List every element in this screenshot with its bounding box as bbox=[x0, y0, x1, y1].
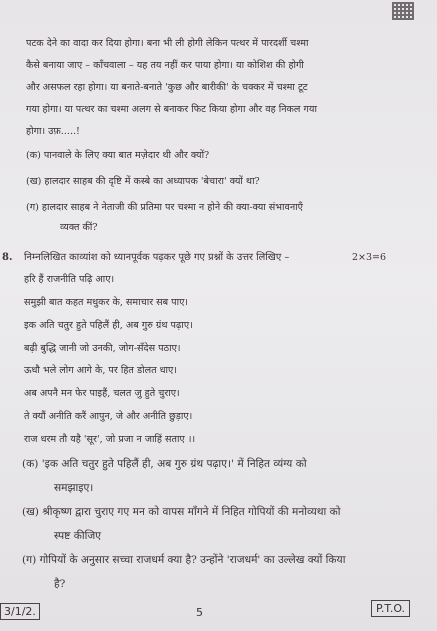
passage-line: पटक देने का वादा कर दिया होगा। बना भी ली होगी लेकिन पत्थर में पारदर्शी चश्मा bbox=[26, 38, 309, 49]
poem-line: राज धरम तौ यहै 'सूर', जो प्रजा न जाहिं सताए ।। bbox=[24, 434, 196, 445]
question-8c-cont: है? bbox=[54, 578, 66, 590]
question-7c: (ग) हालदार साहब ने नेताजी की प्रतिमा पर चश्मा न होने की क्या-क्या संभावनाएँ bbox=[26, 202, 303, 213]
question-8-instruction: निम्नलिखित काव्यांश को ध्यानपूर्वक पढ़कर पूछे गए प्रश्नों के उत्तर लिखिए – bbox=[24, 252, 290, 263]
poem-line: ऊधौ भले लोग आगे के, पर हित डोलत धाए। bbox=[24, 365, 177, 376]
question-8c: (ग) गोपियों के अनुसार सच्चा राजधर्म क्या है? उन्होंने 'राजधर्म' का उल्लेख क्यों किया bbox=[22, 554, 346, 566]
question-number: 8. bbox=[2, 252, 13, 263]
question-8a-cont: समझाइए। bbox=[54, 482, 94, 494]
poem-line: हरि हैं राजनीति पढ़ि आए। bbox=[24, 274, 115, 285]
question-7b: (ख) हालदार साहब की दृष्टि में कस्बे का अध्यापक 'बेचारा' क्यों था? bbox=[26, 176, 260, 187]
poem-line: समुझी बात कहत मधुकर के, समाचार सब पाए। bbox=[24, 297, 189, 308]
qr-code-icon bbox=[392, 2, 414, 20]
passage-line: और असफल रहा होगा। या बनाते-बनाते 'कुछ और बारीकी' के चक्कर में चश्मा टूट bbox=[26, 82, 308, 93]
question-7a: (क) पानवाले के लिए क्या बात मज़ेदार थी और क्यों? bbox=[26, 150, 210, 161]
poem-line: बढ़ी बुद्धि जानी जो उनकी, जोग-सँदेस पठाए। bbox=[24, 343, 181, 354]
marks-label: 2×3=6 bbox=[352, 252, 387, 263]
question-7c-cont: व्यक्त कीं? bbox=[60, 222, 98, 233]
paper-code: 3/1/2. bbox=[0, 603, 40, 620]
question-8b-cont: स्पष्ट कीजिए bbox=[54, 530, 102, 542]
page-number: 5 bbox=[196, 606, 203, 619]
passage-line: गया होगा। या पत्थर का चश्मा अलग से बनाकर फिट किया होगा और वह निकल गया bbox=[26, 104, 317, 115]
poem-line: इक अति चतुर हुते पहिलैं ही, अब गुरु ग्रंथ पढ़ाए। bbox=[24, 320, 193, 331]
passage-line: कैसे बनाया जाए – काँचवाला – यह तय नहीं कर पाया होगा। या कोशिश की होगी bbox=[26, 60, 304, 71]
pto-label: P.T.O. bbox=[371, 600, 410, 617]
passage-line: होगा। उफ़.....! bbox=[26, 126, 80, 137]
question-8b: (ख) श्रीकृष्ण द्वारा चुराए गए मन को वापस माँगने में निहित गोपियों की मनोव्यथा को bbox=[22, 506, 341, 518]
poem-line: ते क्यौं अनीति करैं आपुन, जे और अनीति छुड़ाए। bbox=[24, 411, 193, 422]
poem-line: अब अपनै मन फेर पाइहैं, चलत जु हुते चुराए। bbox=[24, 388, 180, 399]
question-8a: (क) 'इक अति चतुर हुते पहिलैं ही, अब गुरु ग्रंथ पढ़ाए।' में निहित व्यंग्य को bbox=[22, 458, 307, 470]
